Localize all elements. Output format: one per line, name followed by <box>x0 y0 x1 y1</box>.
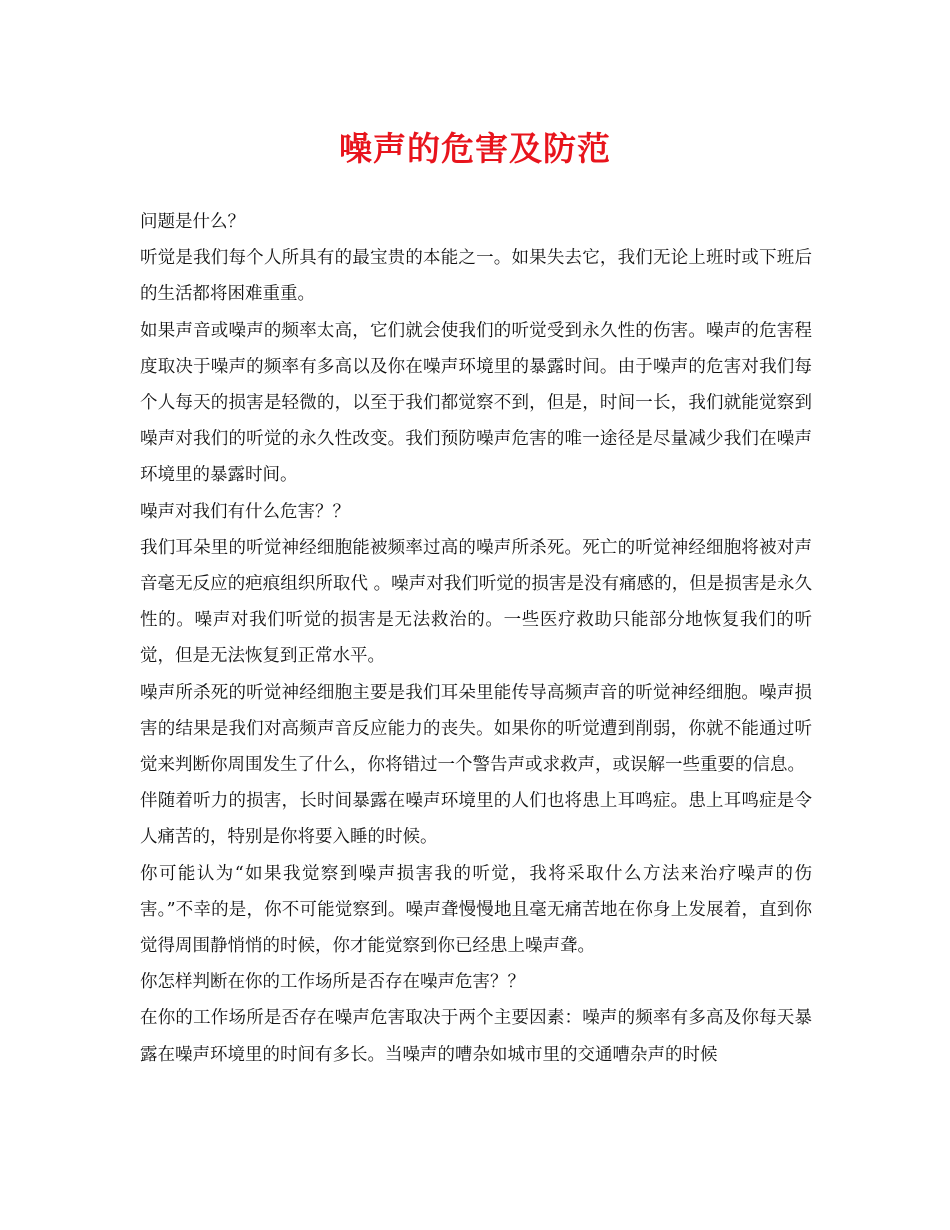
paragraph: 听觉是我们每个人所具有的最宝贵的本能之一。如果失去它，我们无论上班时或下班后的生活都将困难重重。 <box>140 248 812 305</box>
document-title: 噪声的危害及防范 <box>339 129 611 168</box>
paragraph: 你怎样判断在你的工作场所是否存在噪声危害？？ <box>140 972 525 993</box>
paragraph: 问题是什么？ <box>140 212 245 232</box>
paragraph: 你可能认为“如果我觉察到噪声损害我的听觉，我将采取什么方法来治疗噪声的伤害。”不幸的是，你不可能觉察到。噪声聋慢慢地且毫无痛苦地在你身上发展着，直到你觉得周围静悄悄的时候，你才能觉察到你已经患上噪声聋。 <box>140 863 812 957</box>
paragraph: 在你的工作场所是否存在噪声危害取决于两个主要因素：噪声的频率有多高及你每天暴露在噪声环境里的时间有多长。当噪声的嘈杂如城市里的交通嘈杂声的时候 <box>140 1008 812 1065</box>
document-body <box>140 204 812 1073</box>
paragraph: 噪声所杀死的听觉神经细胞主要是我们耳朵里能传导高频声音的听觉神经细胞。噪声损害的结果是我们对高频声音反应能力的丧失。如果你的听觉遭到削弱，你就不能通过听觉来判断你周围发生了什么，你将错过一个警告声或求救声，或误解一些重要的信息。 <box>140 682 812 776</box>
paragraph: 噪声对我们有什么危害？？ <box>140 501 350 522</box>
paragraph: 如果声音或噪声的频率太高，它们就会使我们的听觉受到永久性的伤害。噪声的危害程度取决于噪声的频率有多高以及你在噪声环境里的暴露时间。由于噪声的危害对我们每个人每天的损害是轻微的，以至于我们都觉察不到，但是，时间一长，我们就能觉察到噪声对我们的听觉的永久性改变。我们预防噪声危害的唯一途径是尽量减少我们在噪声环境里的暴露时间。 <box>140 320 812 486</box>
paragraph: 我们耳朵里的听觉神经细胞能被频率过高的噪声所杀死。死亡的听觉神经细胞将被对声音毫无反应的疤痕组织所取代 。噪声对我们听觉的损害是没有痛感的，但是损害是永久性的。噪声对我们听觉的损害是无法救治的。一些医疗救助只能部分地恢复我们的听觉，但是无法恢复到正常水平。 <box>140 537 812 667</box>
paragraph: 伴随着听力的损害，长时间暴露在噪声环境里的人们也将患上耳鸣症。患上耳鸣症是令人痛苦的，特别是你将要入睡的时候。 <box>140 791 812 848</box>
